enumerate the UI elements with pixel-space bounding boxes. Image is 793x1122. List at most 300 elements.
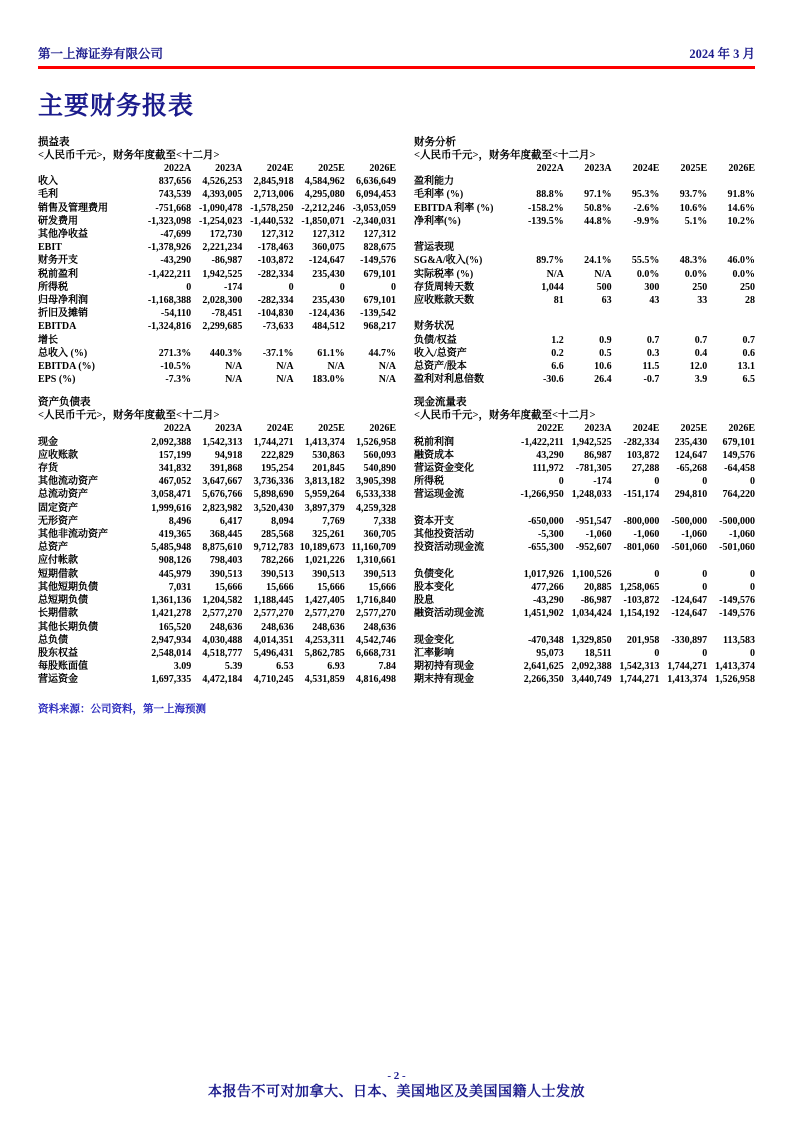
cell-value: -64,458 xyxy=(724,463,755,475)
table-row xyxy=(414,436,755,449)
report-date: 2024 年 3 月 xyxy=(689,47,755,61)
cell-value: 4,472,184 xyxy=(202,674,243,686)
cell-value: 2,577,270 xyxy=(356,608,396,620)
spacer-row xyxy=(414,502,755,515)
cell-value: -1,323,098 xyxy=(147,215,192,227)
cell-value: -470,348 xyxy=(527,634,564,646)
cell-value: 0.2 xyxy=(551,347,564,359)
cell-value: 4,584,962 xyxy=(304,176,345,188)
spacer-row xyxy=(414,307,755,320)
cell-value: 1,361,136 xyxy=(151,595,192,607)
cell-value: 0 xyxy=(750,568,755,580)
row-label: 应收账款 xyxy=(38,449,78,461)
table-row xyxy=(414,581,755,594)
cell-value: 1,310,661 xyxy=(356,555,396,567)
row-label-header xyxy=(38,162,140,175)
table-row xyxy=(38,281,396,294)
cell-value: -1,422,211 xyxy=(521,436,564,448)
cell-value: 8,875,610 xyxy=(202,542,243,554)
cell-value: 5.1% xyxy=(684,215,708,227)
income-statement-grid xyxy=(38,162,396,386)
cell-value: 27,288 xyxy=(631,463,660,475)
row-label: 现金 xyxy=(38,436,58,448)
cell-value: 1,716,840 xyxy=(356,595,396,607)
table-row xyxy=(38,188,396,201)
cell-value: 24.1% xyxy=(584,255,612,267)
column-header: 2025E xyxy=(680,163,708,174)
cell-value: -1,266,950 xyxy=(520,489,564,501)
table-row xyxy=(38,581,396,594)
cell-value: 477,266 xyxy=(531,581,564,593)
cell-value: 111,972 xyxy=(532,463,564,475)
cell-value: N/A xyxy=(378,361,396,373)
cell-value: 8,094 xyxy=(271,515,294,527)
cell-value: -149,576 xyxy=(719,595,755,607)
cell-value: 500 xyxy=(596,281,612,293)
cell-value: -2,340,031 xyxy=(352,215,396,227)
cell-value: -2,212,246 xyxy=(301,202,345,214)
cell-value: -1,422,211 xyxy=(148,268,192,280)
cell-value: -500,000 xyxy=(719,515,755,527)
cell-value: 15,666 xyxy=(214,581,243,593)
column-header: 2022A xyxy=(163,423,192,435)
cell-value: -9.9% xyxy=(633,215,660,227)
cell-value xyxy=(659,241,707,254)
financial-analysis-title: 财务分析 xyxy=(414,137,456,148)
cell-value: 250 xyxy=(692,281,708,293)
cell-value: 968,217 xyxy=(363,321,396,333)
spacer-cell xyxy=(414,621,755,634)
column-header: 2026E xyxy=(369,423,396,435)
cell-value: 0.7 xyxy=(742,334,755,346)
table-row xyxy=(414,215,755,228)
cell-value: 837,656 xyxy=(158,176,192,188)
cell-value: 0 xyxy=(702,568,708,580)
column-header: 2026E xyxy=(728,163,755,174)
cell-value: 0.0% xyxy=(732,268,755,280)
row-label: 现金变化 xyxy=(414,634,454,646)
table-row xyxy=(414,594,755,607)
cell-value: -500,000 xyxy=(671,515,708,527)
cell-value: 1,427,405 xyxy=(304,595,345,607)
cell-value: -103,872 xyxy=(623,595,660,607)
row-label: 汇率影响 xyxy=(414,647,454,659)
cell-value: 61.1% xyxy=(317,347,345,359)
cell-value: 1,034,424 xyxy=(571,608,612,620)
cell-value: 679,101 xyxy=(722,436,755,448)
cell-value: 95,073 xyxy=(536,647,564,659)
column-header: 2024E xyxy=(266,163,294,174)
row-label: 盈利对利息倍数 xyxy=(414,374,484,386)
cell-value: 798,403 xyxy=(209,555,243,567)
cell-value xyxy=(242,334,293,347)
row-label: 存货周转天数 xyxy=(414,281,474,293)
table-row xyxy=(38,554,396,567)
cell-value: -952,607 xyxy=(575,542,612,554)
table-row xyxy=(38,488,396,501)
spacer-row xyxy=(414,228,755,241)
table-row xyxy=(414,202,755,215)
cell-value: 6,417 xyxy=(219,515,243,527)
cell-value: 271.3% xyxy=(158,347,192,359)
cell-value: 5,496,431 xyxy=(253,647,294,659)
cell-value: -501,060 xyxy=(671,542,708,554)
balance-sheet-table xyxy=(38,396,396,686)
balance-sheet-grid xyxy=(38,422,396,686)
cell-value: 908,126 xyxy=(158,555,192,567)
table-row xyxy=(38,307,396,320)
cell-value: 0 xyxy=(654,568,660,580)
cell-value: 0.9 xyxy=(599,334,612,346)
cell-value: 7.84 xyxy=(378,661,396,673)
cell-value xyxy=(516,320,564,333)
table-row xyxy=(38,568,396,581)
cell-value: 6,533,338 xyxy=(356,489,396,501)
table-row xyxy=(38,175,396,188)
cell-value: -86,987 xyxy=(211,255,243,267)
table-row xyxy=(414,475,755,488)
row-label: 其他投资活动 xyxy=(414,529,474,541)
cell-value: 91.8% xyxy=(727,189,755,201)
row-label: 营运现金流 xyxy=(414,489,464,501)
cell-value: 4,014,351 xyxy=(253,634,294,646)
cell-value: 2,092,388 xyxy=(151,436,192,448)
table-row xyxy=(414,528,755,541)
row-label: 存货 xyxy=(38,463,58,475)
cell-value: 0 xyxy=(391,281,396,293)
table-row xyxy=(414,334,755,347)
cell-value: 13.1 xyxy=(737,361,755,373)
page-footer xyxy=(0,1069,793,1102)
cell-value: 782,266 xyxy=(261,555,294,567)
cell-value: 248,636 xyxy=(363,621,396,633)
cell-value: 0.4 xyxy=(694,347,708,359)
income-statement-subtitle: <人民币千元>，财务年度截至<十二月> xyxy=(38,150,220,161)
cell-value: 1,697,335 xyxy=(151,674,192,686)
table-row xyxy=(38,347,396,360)
cell-value: 201,845 xyxy=(312,463,345,475)
cell-value: 0 xyxy=(654,476,660,488)
cell-value: 3.9 xyxy=(694,374,708,386)
cell-value xyxy=(564,175,612,188)
cell-value: 43 xyxy=(649,295,660,307)
cell-value: -174 xyxy=(224,281,243,293)
cell-value: 250 xyxy=(740,281,755,293)
cell-value: 0.5 xyxy=(599,347,612,359)
row-label: 融资活动现金流 xyxy=(414,608,484,620)
table-row xyxy=(414,462,755,475)
cell-value: -1,060 xyxy=(681,529,708,541)
cell-value: 10.6% xyxy=(679,202,708,214)
table-row xyxy=(38,241,396,254)
cell-value: 300 xyxy=(644,281,660,293)
table-row xyxy=(38,215,396,228)
column-header-row xyxy=(38,162,396,175)
column-header: 2025E xyxy=(318,163,345,174)
cell-value xyxy=(345,334,396,347)
row-label: 总收入 (%) xyxy=(38,347,88,359)
section-label: 营运表现 xyxy=(414,242,454,254)
table-row xyxy=(414,347,755,360)
row-label: 其他非流动资产 xyxy=(38,529,108,541)
company-name: 第一上海证券有限公司 xyxy=(38,47,164,61)
cell-value: 6.5 xyxy=(742,374,755,386)
cell-value: 0 xyxy=(702,647,708,659)
cell-value: 1,526,958 xyxy=(715,674,755,686)
cell-value: 1,413,374 xyxy=(667,674,708,686)
cash-flow-title: 现金流量表 xyxy=(414,397,467,409)
table-row xyxy=(414,360,755,373)
cell-value: 20,885 xyxy=(584,581,612,593)
cell-value xyxy=(140,334,191,347)
table-row xyxy=(38,502,396,515)
spacer-cell xyxy=(414,502,755,515)
cell-value: 1,451,902 xyxy=(523,608,564,620)
cell-value: 15,666 xyxy=(317,581,345,593)
table-row xyxy=(38,436,396,449)
cell-value: 149,576 xyxy=(722,449,755,461)
cell-value: 743,539 xyxy=(158,189,192,201)
table-row xyxy=(414,647,755,660)
column-header-row xyxy=(414,422,755,435)
cell-value: 1,154,192 xyxy=(619,608,660,620)
cell-value: 18,511 xyxy=(584,647,612,659)
column-header: 2022A xyxy=(163,163,192,174)
row-label: 税前利润 xyxy=(414,436,454,448)
cell-value: N/A xyxy=(327,361,345,373)
cell-value: 2,299,685 xyxy=(202,321,243,333)
cell-value: 50.8% xyxy=(584,202,612,214)
cell-value: -139.5% xyxy=(527,215,564,227)
table-row xyxy=(38,360,396,373)
cell-value: 4,518,777 xyxy=(202,647,243,659)
financial-analysis-table xyxy=(414,136,755,386)
row-label: 期末持有现金 xyxy=(414,674,474,686)
cell-value: -73,633 xyxy=(262,321,294,333)
cell-value: 5,898,690 xyxy=(253,489,294,501)
cell-value: 7,031 xyxy=(168,581,192,593)
cell-value: 3,440,749 xyxy=(571,674,612,686)
cell-value: 11,160,709 xyxy=(351,542,396,554)
cell-value: 6,636,649 xyxy=(356,176,396,188)
row-label: 折旧及摊销 xyxy=(38,308,88,320)
table-row xyxy=(414,268,755,281)
balance-sheet-title: 资产负债表 xyxy=(38,397,91,409)
cell-value: 1,044 xyxy=(541,281,564,293)
cell-value: 10.2% xyxy=(727,215,755,227)
cell-value: 1,204,582 xyxy=(202,595,243,607)
column-header: 2024E xyxy=(632,423,660,435)
row-label: 所得税 xyxy=(38,281,68,293)
cell-value: -158.2% xyxy=(527,202,564,214)
row-label: 营运资金 xyxy=(38,674,78,686)
table-row xyxy=(38,320,396,333)
cell-value: 2,548,014 xyxy=(151,647,192,659)
table-row xyxy=(414,607,755,620)
row-label: 所得税 xyxy=(414,476,444,488)
section-row xyxy=(414,241,755,254)
cash-flow-subtitle: <人民币千元>，财务年度截至<十二月> xyxy=(414,410,596,422)
cell-value: 440.3% xyxy=(209,347,243,359)
cell-value: -282,334 xyxy=(257,268,294,280)
row-label: 销售及管理费用 xyxy=(38,202,108,214)
table-columns xyxy=(38,136,755,716)
cell-value: 1,329,850 xyxy=(571,634,612,646)
cell-value: 828,675 xyxy=(363,242,396,254)
income-statement-table xyxy=(38,136,396,386)
column-header-row xyxy=(38,422,396,435)
cell-value: N/A xyxy=(276,361,294,373)
cell-value: 4,030,488 xyxy=(202,634,243,646)
cell-value: 4,526,253 xyxy=(202,176,243,188)
row-label: 其他长期负债 xyxy=(38,621,98,633)
cell-value: 764,220 xyxy=(722,489,755,501)
cash-flow-table xyxy=(414,396,755,686)
cell-value: 3,520,430 xyxy=(253,502,294,514)
right-column xyxy=(414,136,755,716)
row-label: 短期借款 xyxy=(38,568,78,580)
cell-value: 12.0 xyxy=(689,361,708,373)
cell-value: -139,542 xyxy=(360,308,396,320)
cell-value: 0 xyxy=(339,281,345,293)
cash-flow-grid xyxy=(414,422,755,686)
table-row xyxy=(414,254,755,267)
cell-value: 0 xyxy=(558,476,564,488)
cell-value: 9,712,783 xyxy=(253,542,294,554)
cell-value: N/A xyxy=(276,374,294,386)
cell-value: 1,413,374 xyxy=(715,661,755,673)
cell-value: 390,513 xyxy=(312,568,345,580)
cell-value: 294,810 xyxy=(674,489,708,501)
cell-value: 0.7 xyxy=(646,334,660,346)
column-header-row xyxy=(414,162,755,175)
cell-value: -43,290 xyxy=(160,255,192,267)
cell-value: -501,060 xyxy=(719,542,755,554)
cell-value xyxy=(294,334,345,347)
row-label-header xyxy=(414,422,516,435)
cell-value: 5,862,785 xyxy=(304,647,345,659)
cell-value: 3,058,471 xyxy=(151,489,192,501)
cell-value xyxy=(564,241,612,254)
row-label: 固定资产 xyxy=(38,502,78,514)
cell-value: 2,092,388 xyxy=(571,661,612,673)
cell-value: 0.3 xyxy=(646,347,660,359)
spacer-cell xyxy=(414,307,755,320)
table-row xyxy=(38,594,396,607)
cell-value: 127,312 xyxy=(312,229,345,241)
cell-value: 43,290 xyxy=(536,449,564,461)
cell-value: -10.5% xyxy=(160,361,192,373)
table-row xyxy=(38,294,396,307)
cell-value: 127,312 xyxy=(363,229,396,241)
row-label: 股息 xyxy=(414,595,434,607)
row-label: 应收账款天数 xyxy=(414,295,474,307)
cell-value: -86,987 xyxy=(580,595,612,607)
cell-value: 2,845,918 xyxy=(253,176,294,188)
section-row xyxy=(38,334,396,347)
cell-value: 248,636 xyxy=(261,621,294,633)
cell-value: 44.7% xyxy=(368,347,396,359)
cell-value: 1,942,525 xyxy=(571,436,612,448)
row-label: 股本变化 xyxy=(414,581,454,593)
row-label: 财务开支 xyxy=(38,255,78,267)
table-row xyxy=(38,647,396,660)
cell-value: 4,710,245 xyxy=(253,674,294,686)
cell-value: -124,647 xyxy=(671,608,708,620)
spacer-cell xyxy=(414,228,755,241)
cell-value: 1,100,526 xyxy=(571,568,612,580)
cell-value: -1,060 xyxy=(729,529,755,541)
cell-value: -103,872 xyxy=(257,255,294,267)
table-row xyxy=(38,515,396,528)
row-label-header xyxy=(38,422,140,435)
cell-value xyxy=(707,241,755,254)
cell-value: 113,583 xyxy=(723,634,755,646)
cell-value: 97.1% xyxy=(584,189,612,201)
cell-value: -801,060 xyxy=(623,542,660,554)
cell-value: 6,094,453 xyxy=(356,189,396,201)
table-row xyxy=(38,449,396,462)
row-label: 负债/权益 xyxy=(414,334,457,346)
section-label: 增长 xyxy=(38,334,58,346)
cell-value: -1,440,532 xyxy=(250,215,294,227)
cell-value: 11.5 xyxy=(642,361,660,373)
cell-value: 2,221,234 xyxy=(202,242,243,254)
cell-value: -1,090,478 xyxy=(199,202,243,214)
cell-value: 341,832 xyxy=(158,463,192,475)
cell-value: -124,647 xyxy=(671,595,708,607)
row-label: 其他短期负债 xyxy=(38,581,98,593)
cell-value: 2,713,006 xyxy=(253,189,294,201)
cell-value: 127,312 xyxy=(261,229,294,241)
cell-value xyxy=(612,175,660,188)
column-header: 2024E xyxy=(632,163,660,174)
cell-value: 88.8% xyxy=(536,189,564,201)
cell-value: 4,816,498 xyxy=(356,674,396,686)
cell-value: 285,568 xyxy=(261,529,294,541)
cell-value: -43,290 xyxy=(532,595,564,607)
cell-value: N/A xyxy=(378,374,396,386)
cell-value: 44.8% xyxy=(584,215,612,227)
row-label: EBITDA xyxy=(38,321,77,333)
cell-value: 222,829 xyxy=(261,449,294,461)
cell-value: 445,979 xyxy=(158,568,192,580)
cell-value: 1,526,958 xyxy=(356,436,396,448)
cell-value: 530,863 xyxy=(312,449,345,461)
cell-value: -47,699 xyxy=(160,229,192,241)
cell-value: 5,959,264 xyxy=(304,489,345,501)
cell-value: 2,947,934 xyxy=(151,634,192,646)
table-row xyxy=(38,254,396,267)
cell-value: 2,577,270 xyxy=(202,608,243,620)
cell-value: 540,890 xyxy=(363,463,396,475)
table-row xyxy=(38,202,396,215)
footer-disclaimer: 本报告不可对加拿大、日本、美国地区及美国国籍人士发放 xyxy=(208,1085,585,1100)
cell-value: -1,060 xyxy=(585,529,612,541)
income-statement-title: 损益表 xyxy=(38,137,70,148)
cell-value: 1,744,271 xyxy=(253,436,294,448)
cell-value xyxy=(564,320,612,333)
cell-value: 201,958 xyxy=(626,634,660,646)
cell-value: 360,705 xyxy=(363,529,396,541)
cell-value xyxy=(516,241,564,254)
cell-value: 4,295,080 xyxy=(304,189,345,201)
cell-value: 4,259,328 xyxy=(356,502,396,514)
cell-value: 3,897,379 xyxy=(304,502,345,514)
cell-value: -78,451 xyxy=(211,308,243,320)
cell-value: -1,378,926 xyxy=(147,242,192,254)
cell-value: 1,258,065 xyxy=(619,581,660,593)
